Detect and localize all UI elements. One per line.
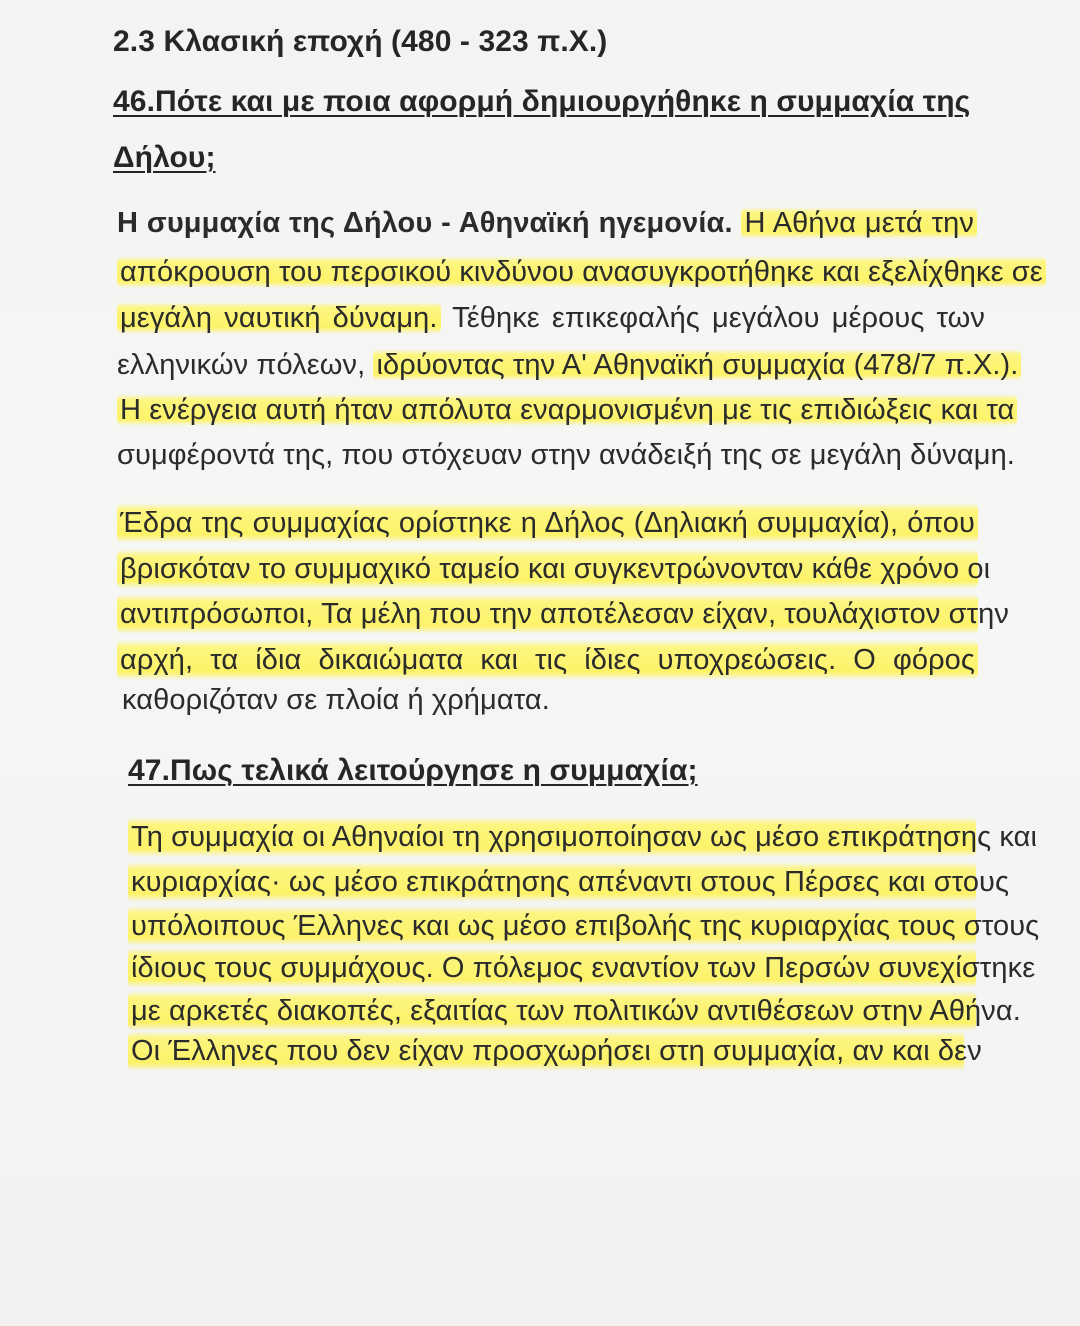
p1-line5-highlight: Η ενέργεια αυτή ήταν απόλυτα εναρμονισμένη με τις επιδιώξεις και τα (117, 394, 1017, 426)
p1-line3-text: Τέθηκε επικεφαλής μεγάλου μέρους των (452, 302, 985, 334)
p3-line1-highlight: Τη συμμαχία οι Αθηναίοι τη χρησιμοποίησαν ως μέσο επικράτησης και (128, 817, 976, 857)
p3-line5 (128, 991, 1021, 1031)
p1-line2 (117, 252, 1043, 292)
p3-line5-highlight: με αρκετές διακοπές, εξαιτίας των πολιτικών αντιθέσεων στην Αθήνα. (128, 991, 976, 1031)
p2-line5: καθοριζόταν σε πλοία ή χρήματα. (122, 684, 550, 716)
p2-line2 (117, 549, 991, 589)
p1-lead-bold: Η συμμαχία της Δήλου - Αθηναϊκή ηγεμονία. (117, 207, 733, 239)
p3-line6-highlight: Οι Έλληνες που δεν είχαν προσχωρήσει στη συμμαχία, αν και δεν (128, 1031, 964, 1071)
p3-line4 (128, 948, 1036, 988)
p3-line1 (128, 817, 1037, 857)
p2-line3 (117, 594, 1009, 634)
p3-line2-highlight: κυριαρχίας· ως μέσο επικράτησης απέναντι στους Πέρσες και στους (128, 862, 976, 902)
p1-line1 (117, 203, 977, 243)
p2-line3-highlight: αντιπρόσωποι, Τα μέλη που την αποτέλεσαν είχαν, τουλάχιστον στην (117, 594, 978, 634)
p2-line1 (117, 503, 987, 543)
p1-line2-highlight: απόκρουση του περσικού κινδύνου ανασυγκροτήθηκε και εξελίχθηκε σε (117, 256, 1046, 288)
p1-line6: συμφέροντά της, που στόχευαν στην ανάδειξή της σε μεγάλη δύναμη. (117, 439, 1015, 471)
p3-line6 (128, 1031, 988, 1071)
p2-line4-highlight: αρχή, τα ίδια δικαιώματα και τις ίδιες υποχρεώσεις. Ο φόρος (117, 640, 978, 680)
p1-line1-highlight: Η Αθήνα μετά την (741, 207, 977, 239)
section-title: 2.3 Κλασική εποχή (480 - 323 π.Χ.) (113, 25, 608, 58)
p1-line4 (117, 345, 1019, 385)
question-47-title: 47.Πως τελικά λειτούργησε η συμμαχία; (128, 754, 698, 787)
p3-line2 (128, 862, 1010, 902)
p1-line3-highlight: μεγάλη ναυτική δύναμη. (117, 302, 441, 334)
p2-line2-highlight: βρισκόταν το συμμαχικό ταμείο και συγκεντρώνονταν κάθε χρόνο οι (117, 549, 978, 589)
p1-line4-text: ελληνικών πόλεων, (117, 349, 366, 381)
p2-line4 (117, 640, 987, 680)
p3-line4-highlight: ίδιους τους συμμάχους. Ο πόλεμος εναντίον των Περσών συνεχίστηκε (128, 948, 976, 988)
p3-line3 (128, 906, 1040, 946)
p1-line3 (117, 298, 985, 338)
p1-line5 (117, 390, 1015, 430)
question-46-title-line1: 46.Πότε και με ποια αφορμή δημιουργήθηκε η συμμαχία της (113, 85, 971, 118)
question-46-title-line2: Δήλου; (113, 141, 216, 174)
p1-line4-highlight: ιδρύοντας την Α' Αθηναϊκή συμμαχία (478/7 π.Χ.). (373, 349, 1021, 381)
p3-line3-highlight: υπόλοιπους Έλληνες και ως μέσο επιβολής της κυριαρχίας τους στους (128, 906, 976, 946)
p2-line1-highlight: Έδρα της συμμαχίας ορίστηκε η Δήλος (Δηλιακή συμμαχία), όπου (117, 503, 978, 543)
